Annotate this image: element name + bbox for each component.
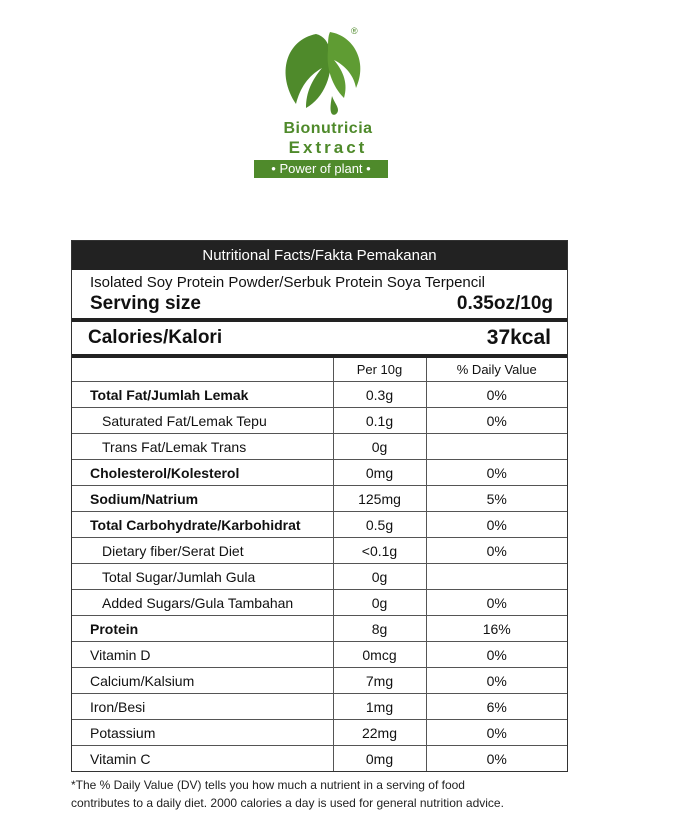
nutrient-daily-value: 5% xyxy=(426,486,567,512)
nutrient-daily-value: 0% xyxy=(426,512,567,538)
nutrient-daily-value xyxy=(426,564,567,590)
nutrient-row xyxy=(72,746,567,772)
nutrient-amount: 8g xyxy=(333,616,426,642)
nutrient-amount: 22mg xyxy=(333,720,426,746)
nutrient-daily-value: 0% xyxy=(426,538,567,564)
nutrient-name: Added Sugars/Gula Tambahan xyxy=(72,590,333,616)
nutrient-name: Calcium/Kalsium xyxy=(72,668,333,694)
nutrient-name: Total Carbohydrate/Karbohidrat xyxy=(72,512,333,538)
registered-mark: ® xyxy=(351,26,358,36)
nutrient-name: Total Fat/Jumlah Lemak xyxy=(72,382,333,408)
nutrient-row xyxy=(72,382,567,408)
nutrient-grid xyxy=(72,358,567,771)
nutrient-amount: 0mg xyxy=(365,750,394,767)
nutrient-amount: 0mg xyxy=(333,460,426,486)
nutrient-daily-value: 0% xyxy=(426,382,567,408)
serving-size-value: 0.35oz/10g xyxy=(456,293,553,314)
calories-row xyxy=(72,322,567,358)
calories-value: 37kcal xyxy=(486,326,551,349)
brand-name-line2: Extract xyxy=(288,138,368,157)
nutrient-daily-value: 0% xyxy=(426,746,567,772)
nutrient-row xyxy=(72,434,567,460)
nutrient-row xyxy=(72,460,567,486)
nutrient-row xyxy=(72,408,567,434)
nutrient-name: Vitamin D xyxy=(72,642,333,668)
nutrient-daily-value: 0% xyxy=(426,668,567,694)
nutrient-amount: 1mg xyxy=(333,694,426,720)
serving-size-label: Serving size xyxy=(90,293,201,314)
nutrient-row xyxy=(72,590,567,616)
nutrient-amount: 0g xyxy=(333,590,426,616)
nutrient-row xyxy=(72,642,567,668)
nutrient-name: Cholesterol/Kolesterol xyxy=(72,460,333,486)
nutrient-name: Dietary fiber/Serat Diet xyxy=(72,538,333,564)
nutrient-row xyxy=(72,720,567,746)
nutrient-daily-value: 0% xyxy=(426,460,567,486)
brand-name-line1: Bionutricia xyxy=(283,120,373,137)
nutrient-name: Total Sugar/Jumlah Gula xyxy=(72,564,333,590)
nutrient-daily-value: 0% xyxy=(426,408,567,434)
nutrient-amount: 0g xyxy=(333,564,426,590)
nutrient-name: Trans Fat/Lemak Trans xyxy=(72,434,333,460)
serving-size-row xyxy=(72,292,567,322)
nutrient-row xyxy=(72,694,567,720)
nutrient-amount: 0mcg xyxy=(333,642,426,668)
nutrient-daily-value: 16% xyxy=(426,616,567,642)
column-header-dv: % Daily Value xyxy=(426,358,567,382)
nutrient-name: Sodium/Natrium xyxy=(72,486,333,512)
column-header-per: Per 10g xyxy=(333,358,426,382)
facts-header: Nutritional Facts/Fakta Pemakanan xyxy=(72,241,567,270)
nutrient-amount: 7mg xyxy=(333,668,426,694)
nutrient-name: Saturated Fat/Lemak Tepu xyxy=(72,408,333,434)
nutrient-row xyxy=(72,486,567,512)
brand-logo xyxy=(248,24,408,184)
nutrient-name: Vitamin C xyxy=(72,746,333,772)
column-header-row xyxy=(72,358,567,382)
nutrient-amount: 0.5g xyxy=(333,512,426,538)
leaf-logo-icon xyxy=(272,28,372,120)
brand-tagline: • Power of plant • xyxy=(254,160,388,178)
nutrient-daily-value: 0% xyxy=(426,642,567,668)
nutrient-row xyxy=(72,668,567,694)
nutrient-amount: 0.3g xyxy=(333,382,426,408)
calories-label: Calories/Kalori xyxy=(88,327,223,348)
product-name: Isolated Soy Protein Powder/Serbuk Protein Soya Terpencil xyxy=(90,274,485,291)
nutrient-daily-value: 0% xyxy=(426,590,567,616)
nutrient-row xyxy=(72,564,567,590)
nutrient-amount: 125mg xyxy=(333,486,426,512)
nutrient-amount: 0g xyxy=(333,434,426,460)
footnote xyxy=(71,776,611,812)
nutrient-row xyxy=(72,512,567,538)
nutrient-amount: 0.1g xyxy=(333,408,426,434)
footnote-line1: *The % Daily Value (DV) tells you how much a nutrient in a serving of food xyxy=(71,778,465,792)
nutrient-name: Potassium xyxy=(72,720,333,746)
nutrient-amount: <0.1g xyxy=(333,538,426,564)
nutrient-name: Iron/Besi xyxy=(72,694,333,720)
footnote-line2: contributes to a daily diet. 2000 calories a day is used for general nutrition advice. xyxy=(71,796,504,810)
nutrient-row xyxy=(72,538,567,564)
nutrient-name: Protein xyxy=(72,616,333,642)
nutrition-facts-table xyxy=(71,240,568,772)
column-header-blank xyxy=(72,358,333,382)
nutrient-daily-value xyxy=(426,434,567,460)
nutrient-daily-value: 0% xyxy=(426,720,567,746)
nutrient-row xyxy=(72,616,567,642)
nutrient-daily-value: 6% xyxy=(426,694,567,720)
